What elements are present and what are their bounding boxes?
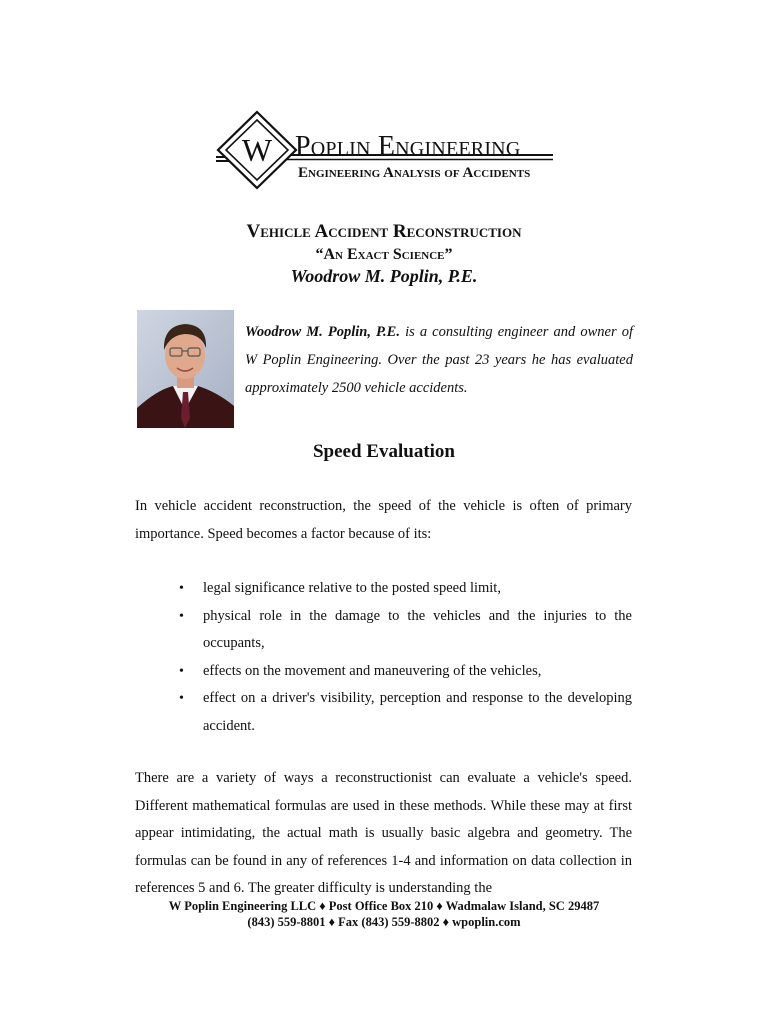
list-item <box>135 603 632 658</box>
bullet-icon: • <box>179 581 184 596</box>
list-item <box>135 658 632 686</box>
list-item <box>135 685 632 740</box>
footer-contact: (843) 559-8801 ♦ Fax (843) 559-8802 ♦ wpoplin.com <box>247 915 521 929</box>
list-item-text: effect on a driver's visibility, perception and response to the developing accident. <box>203 690 632 734</box>
bullet-icon: • <box>179 608 184 624</box>
bullet-icon: • <box>179 691 184 706</box>
document-title: Vehicle Accident Reconstruction <box>246 221 522 242</box>
list-item <box>135 575 632 603</box>
section-heading: Speed Evaluation <box>312 441 455 462</box>
author-bio <box>245 318 633 402</box>
list-item-text: effects on the movement and maneuvering of the vehicles, <box>203 662 542 679</box>
list-item-text: legal significance relative to the posted speed limit, <box>203 580 501 596</box>
bullet-icon: • <box>179 663 184 679</box>
list-item-text: physical role in the damage to the vehicles and the injuries to the occupants, <box>203 607 632 651</box>
company-tagline: Engineering Analysis of Accidents <box>298 165 531 181</box>
speed-factors-list <box>135 575 632 740</box>
document-subtitle: “An Exact Science” <box>315 246 453 263</box>
bio-description: is a consulting engineer and owner of W Poplin Engineering. Over the past 23 years he has evaluated approximately 2500 vehicle accidents. <box>245 324 634 396</box>
intro-paragraph: In vehicle accident reconstruction, the speed of the vehicle is often of primary importance. Speed becomes a factor because of its: <box>135 498 632 542</box>
document-author: Woodrow M. Poplin, P.E. <box>290 266 478 286</box>
author-portrait-photo <box>137 310 234 428</box>
body-paragraph: There are a variety of ways a reconstructionist can evaluate a vehicle's speed. Different mathematical formulas are used in these methods. While these may at first appear intimidating, the actual math is usually basic algebra and geometry. The formulas can be found in any of references 1-4 and information on data collection in references 5 and 6. The greater difficulty is understanding the <box>135 770 632 896</box>
company-name: Poplin Engineering <box>295 131 521 162</box>
bio-name: Woodrow M. Poplin, P.E. <box>245 324 400 340</box>
page-footer <box>0 898 768 930</box>
footer-address: W Poplin Engineering LLC ♦ Post Office Box 210 ♦ Wadmalaw Island, SC 29487 <box>168 899 600 913</box>
logo-letter: W <box>241 132 273 168</box>
